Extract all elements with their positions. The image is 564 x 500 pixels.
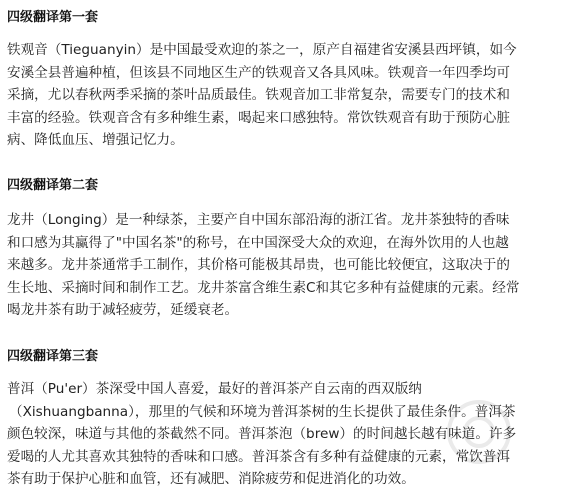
section-paragraph-1 <box>7 39 559 152</box>
paragraph-line: （Xishuangbanna），那里的气候和环境为普洱茶树的生长提供了最佳条件。普洱茶 <box>9 403 516 420</box>
paragraph-line: 颜色较深，味道与其他的茶截然不同。普洱茶泡（brew）的时间越长越有味道。许多 <box>7 426 517 442</box>
section-paragraph-2 <box>7 209 559 322</box>
paragraph-line: 龙井（Longing）是一种绿茶，主要产自中国东部沿海的浙江省。龙井茶独特的香味 <box>7 212 510 228</box>
paragraph-line: 喝龙井茶有助于减轻疲劳，延缓衰老。 <box>7 302 239 318</box>
section-heading-3: 四级翻译第三套 <box>7 349 99 364</box>
paragraph-line: 安溪全县普遍种植，但该县不同地区生产的铁观音又各具风味。铁观音一年四季均可 <box>7 64 510 81</box>
watermark-logo-icon <box>444 398 514 466</box>
paragraph-line: 和口感为其赢得了"中国名茶"的称号，在中国深受大众的欢迎，在海外饮用的人也越 <box>7 234 509 251</box>
paragraph-line: 爱喝的人尤其喜欢其独特的香味和口感。普洱茶含有多种有益健康的元素，常饮普洱 <box>7 448 510 465</box>
paragraph-line: 来越多。龙井茶通常手工制作，其价格可能极其昂贵，也可能比较便宜，这取决于的 <box>7 257 510 273</box>
paragraph-line: 铁观音（Tieguanyin）是中国最受欢迎的茶之一，原产自福建省安溪县西坪镇，如今 <box>7 42 517 58</box>
paragraph-line: 采摘，尤以春秋两季采摘的茶叶品质最佳。铁观音加工非常复杂，需要专门的技术和 <box>7 87 510 103</box>
paragraph-line: 生长地、采摘时间和制作工艺。龙井茶富含维生素C和其它多种有益健康的元素。经常 <box>7 279 520 296</box>
paragraph-line: 丰富的经验。铁观音含有多种维生素，喝起来口感独特。常饮铁观音有助于预防心脏 <box>7 109 510 126</box>
section-heading-2: 四级翻译第二套 <box>7 178 99 193</box>
paragraph-line: 病、降低血压、增强记忆力。 <box>7 132 184 148</box>
paragraph-line: 普洱（Pu'er）茶深受中国人喜爱，最好的普洱茶产自云南的西双版纳 <box>7 381 422 397</box>
section-heading-1: 四级翻译第一套 <box>7 10 99 25</box>
paragraph-line: 茶有助于保护心脏和血管，还有减肥、消除疲劳和促进消化的功效。 <box>7 471 415 487</box>
